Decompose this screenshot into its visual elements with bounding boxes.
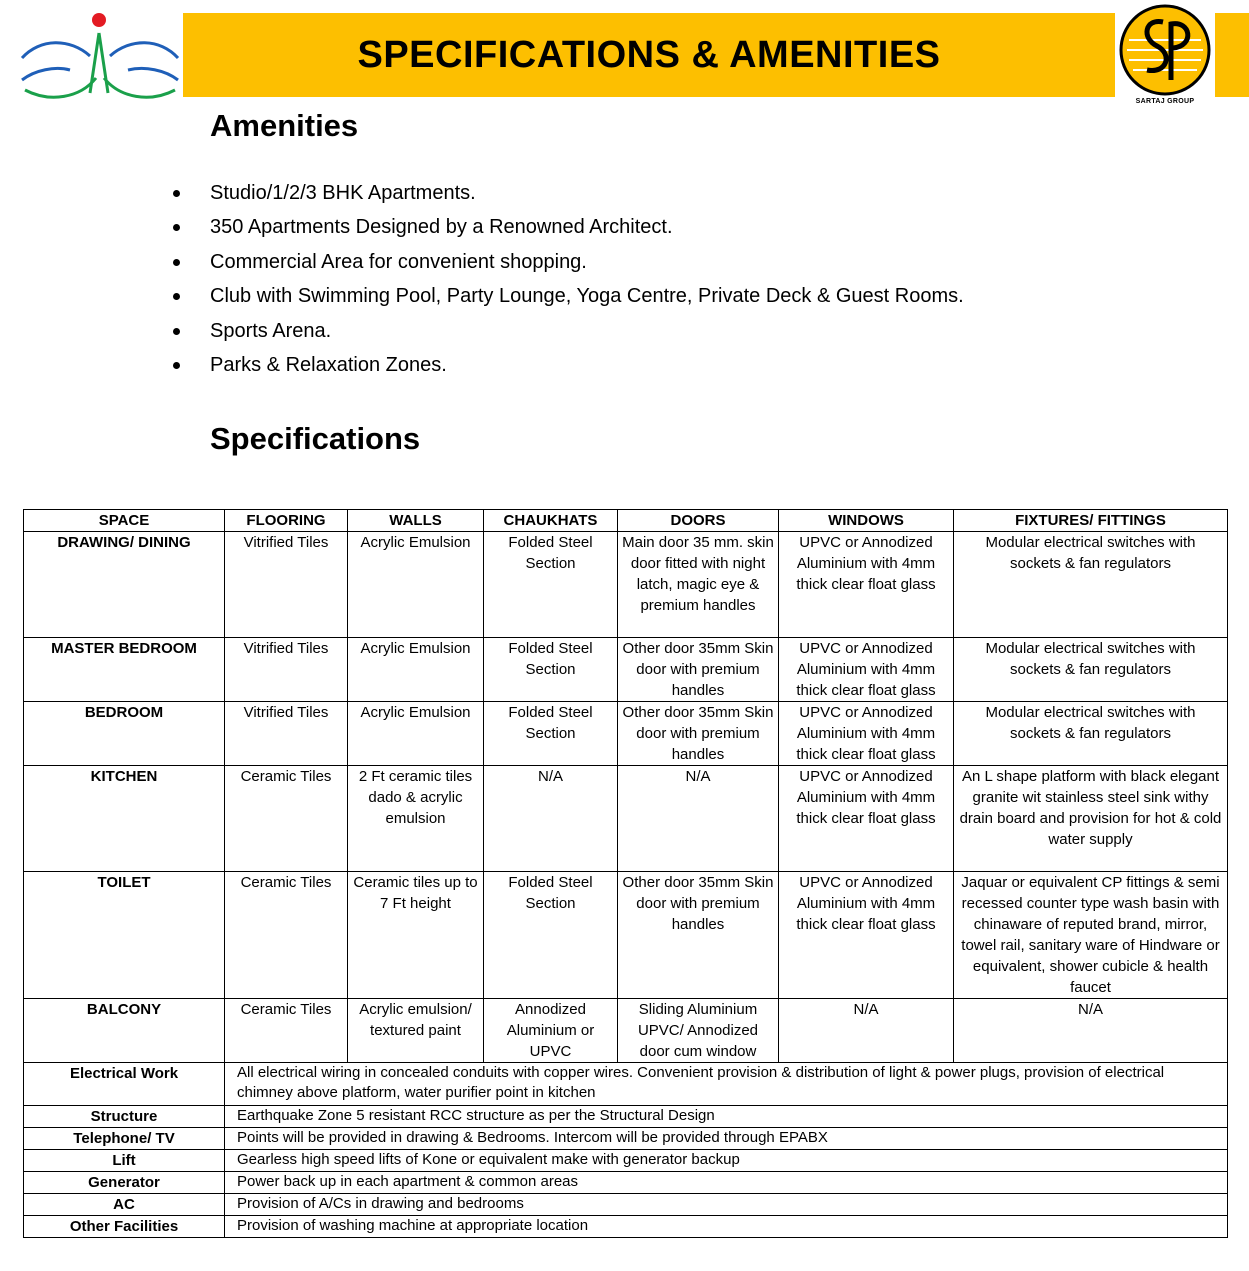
table-cell: Vitrified Tiles — [225, 532, 348, 638]
table-row — [24, 1150, 1228, 1172]
table-row — [24, 872, 1228, 999]
table-cell: Ceramic tiles up to 7 Ft height — [348, 872, 484, 999]
table-row — [24, 1106, 1228, 1128]
table-cell: DRAWING/ DINING — [24, 532, 225, 638]
table-cell: Sliding Aluminium UPVC/ Annodized door cum window — [618, 999, 779, 1063]
table-cell: Jaquar or equivalent CP fittings & semi recessed counter type wash basin with chinaware of reputed brand, mirror, towel rail, sanitary ware of Hindware or equivalent, shower cubicle & health faucet — [954, 872, 1228, 999]
right-logo-icon — [1115, 0, 1215, 112]
amenity-item: Parks & Relaxation Zones. — [170, 348, 964, 382]
table-cell: Lift — [24, 1150, 225, 1172]
column-header: FLOORING — [225, 510, 348, 532]
table-cell: Provision of A/Cs in drawing and bedrooms — [225, 1194, 1228, 1216]
column-header: CHAUKHATS — [484, 510, 618, 532]
table-cell: Vitrified Tiles — [225, 638, 348, 702]
column-header: WINDOWS — [779, 510, 954, 532]
table-cell: Provision of washing machine at appropriate location — [225, 1216, 1228, 1238]
table-row — [24, 766, 1228, 872]
table-row — [24, 999, 1228, 1063]
table-cell: AC — [24, 1194, 225, 1216]
table-cell: UPVC or Annodized Aluminium with 4mm thick clear float glass — [779, 702, 954, 766]
table-cell: An L shape platform with black elegant granite wit stainless steel sink withy drain board and provision for hot & cold water supply — [954, 766, 1228, 872]
table-cell: Vitrified Tiles — [225, 702, 348, 766]
table-cell: Folded Steel Section — [484, 638, 618, 702]
table-cell: Generator — [24, 1172, 225, 1194]
table-row — [24, 702, 1228, 766]
table-cell: All electrical wiring in concealed conduits with copper wires. Convenient provision & distribution of light & power plugs, provision of electrical chimney above platform, water purifier point in kitchen — [225, 1063, 1228, 1106]
amenity-item: Sports Arena. — [170, 314, 964, 348]
table-cell: Acrylic Emulsion — [348, 702, 484, 766]
table-row — [24, 638, 1228, 702]
table-cell: Folded Steel Section — [484, 532, 618, 638]
column-header: WALLS — [348, 510, 484, 532]
table-cell: KITCHEN — [24, 766, 225, 872]
table-row — [24, 1063, 1228, 1106]
left-logo-icon — [0, 8, 183, 100]
amenity-item: Studio/1/2/3 BHK Apartments. — [170, 176, 964, 210]
table-cell: Modular electrical switches with sockets & fan regulators — [954, 638, 1228, 702]
table-cell: UPVC or Annodized Aluminium with 4mm thick clear float glass — [779, 872, 954, 999]
column-header: DOORS — [618, 510, 779, 532]
table-cell: Annodized Aluminium or UPVC — [484, 999, 618, 1063]
table-cell: Telephone/ TV — [24, 1128, 225, 1150]
table-cell: BEDROOM — [24, 702, 225, 766]
amenity-item: Club with Swimming Pool, Party Lounge, Yoga Centre, Private Deck & Guest Rooms. — [170, 279, 964, 313]
table-cell: UPVC or Annodized Aluminium with 4mm thick clear float glass — [779, 638, 954, 702]
table-row — [24, 1172, 1228, 1194]
table-cell: Modular electrical switches with sockets & fan regulators — [954, 532, 1228, 638]
table-cell: N/A — [618, 766, 779, 872]
table-cell: Modular electrical switches with sockets & fan regulators — [954, 702, 1228, 766]
table-cell: Gearless high speed lifts of Kone or equivalent make with generator backup — [225, 1150, 1228, 1172]
table-cell: Other door 35mm Skin door with premium handles — [618, 702, 779, 766]
column-header: FIXTURES/ FITTINGS — [954, 510, 1228, 532]
column-header: SPACE — [24, 510, 225, 532]
table-cell: Ceramic Tiles — [225, 766, 348, 872]
amenities-list — [170, 176, 964, 382]
table-cell: Ceramic Tiles — [225, 999, 348, 1063]
table-cell: Power back up in each apartment & common areas — [225, 1172, 1228, 1194]
table-cell: Other Facilities — [24, 1216, 225, 1238]
page-title: SPECIFICATIONS & AMENITIES — [357, 33, 941, 76]
table-cell: Other door 35mm Skin door with premium handles — [618, 638, 779, 702]
amenity-item: 350 Apartments Designed by a Renowned Architect. — [170, 210, 964, 244]
table-cell: Earthquake Zone 5 resistant RCC structure as per the Structural Design — [225, 1106, 1228, 1128]
table-cell: N/A — [484, 766, 618, 872]
table-cell: N/A — [779, 999, 954, 1063]
table-row — [24, 532, 1228, 638]
table-cell: Structure — [24, 1106, 225, 1128]
table-cell: Folded Steel Section — [484, 702, 618, 766]
table-cell: Main door 35 mm. skin door fitted with night latch, magic eye & premium handles — [618, 532, 779, 638]
table-cell: Points will be provided in drawing & Bedrooms. Intercom will be provided through EPABX — [225, 1128, 1228, 1150]
right-logo-caption: SARTAJ GROUP — [1135, 98, 1195, 105]
table-cell: Acrylic emulsion/ textured paint — [348, 999, 484, 1063]
amenities-heading: Amenities — [210, 108, 359, 143]
table-cell: BALCONY — [24, 999, 225, 1063]
specifications-table — [23, 509, 1228, 1238]
table-row — [24, 1216, 1228, 1238]
table-cell: Acrylic Emulsion — [348, 532, 484, 638]
table-cell: UPVC or Annodized Aluminium with 4mm thick clear float glass — [779, 532, 954, 638]
table-cell: N/A — [954, 999, 1228, 1063]
table-row — [24, 1128, 1228, 1150]
table-cell: Ceramic Tiles — [225, 872, 348, 999]
table-cell: TOILET — [24, 872, 225, 999]
table-cell: Electrical Work — [24, 1063, 225, 1106]
table-cell: Folded Steel Section — [484, 872, 618, 999]
specifications-heading: Specifications — [210, 421, 421, 456]
table-cell: 2 Ft ceramic tiles dado & acrylic emulsion — [348, 766, 484, 872]
table-header-row — [24, 510, 1228, 532]
table-row — [24, 1194, 1228, 1216]
amenity-item: Commercial Area for convenient shopping. — [170, 245, 964, 279]
table-cell: Acrylic Emulsion — [348, 638, 484, 702]
table-cell: MASTER BEDROOM — [24, 638, 225, 702]
table-cell: Other door 35mm Skin door with premium handles — [618, 872, 779, 999]
table-cell: UPVC or Annodized Aluminium with 4mm thick clear float glass — [779, 766, 954, 872]
